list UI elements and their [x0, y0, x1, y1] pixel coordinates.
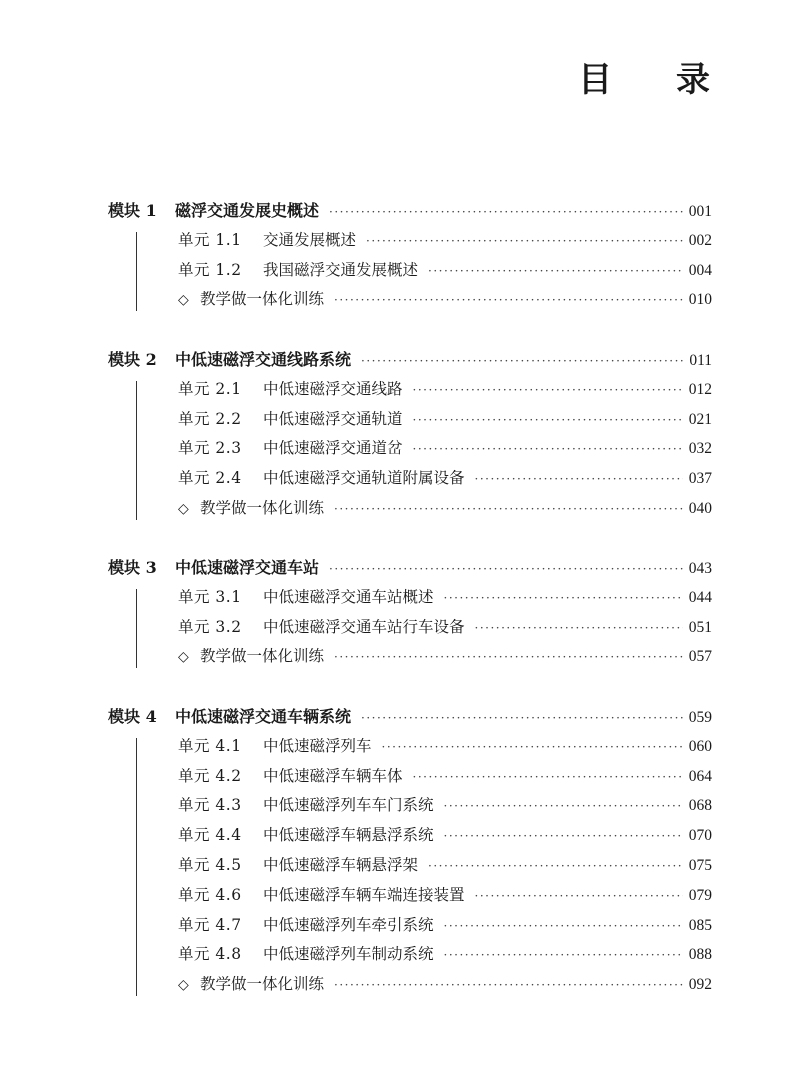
- leader-dots: [444, 822, 683, 852]
- unit-list: [136, 375, 712, 524]
- unit-title: 我国磁浮交通发展概述: [263, 260, 419, 279]
- unit-number: 单元 4.4: [178, 826, 242, 845]
- unit-row[interactable]: [136, 583, 712, 613]
- unit-row[interactable]: [136, 434, 712, 464]
- diamond-icon: ◇: [178, 500, 189, 517]
- unit-title: 中低速磁浮车辆车体: [263, 766, 403, 785]
- diamond-icon: ◇: [178, 649, 189, 666]
- leader-dots: [444, 584, 683, 614]
- practice-title: 教学做一体化训练: [200, 975, 325, 994]
- page-number: 037: [688, 470, 712, 488]
- leader-dots: [382, 733, 683, 763]
- unit-list: [136, 226, 712, 315]
- unit-row[interactable]: [136, 613, 712, 643]
- page-number: 044: [688, 588, 712, 606]
- leader-dots: [334, 643, 683, 673]
- practice-title: 教学做一体化训练: [200, 290, 325, 309]
- module-number: 模块 2: [108, 350, 157, 369]
- module-title: 中低速磁浮交通车站: [175, 558, 320, 577]
- module-number: 模块 1: [108, 201, 157, 220]
- unit-title: 中低速磁浮交通轨道: [263, 409, 403, 428]
- module-row[interactable]: [108, 196, 712, 226]
- leader-dots: [428, 257, 683, 287]
- page-number: 064: [688, 767, 712, 785]
- module-number: 模块 4: [108, 707, 157, 726]
- page-number: 092: [688, 976, 712, 994]
- unit-title: 中低速磁浮列车车门系统: [263, 796, 434, 815]
- unit-row[interactable]: [136, 851, 712, 881]
- leader-dots: [413, 406, 683, 436]
- page-number: 085: [688, 916, 712, 934]
- leader-dots: [413, 376, 683, 406]
- toc-title: 目 录: [578, 60, 736, 100]
- unit-list: [136, 583, 712, 672]
- practice-title: 教学做一体化训练: [200, 647, 325, 666]
- leader-dots: [334, 971, 683, 1001]
- unit-row[interactable]: [136, 940, 712, 970]
- leader-dots: [444, 792, 683, 822]
- unit-number: 单元 4.3: [178, 796, 242, 815]
- diamond-icon: ◇: [178, 292, 189, 309]
- unit-number: 单元 4.8: [178, 945, 242, 964]
- unit-title: 中低速磁浮列车: [263, 736, 372, 755]
- unit-number: 单元 2.4: [178, 469, 242, 488]
- unit-row[interactable]: [136, 256, 712, 286]
- page-number: 088: [688, 946, 712, 964]
- page-number: 010: [688, 291, 712, 309]
- unit-number: 单元 2.3: [178, 439, 242, 458]
- leader-dots: [329, 198, 683, 228]
- page-number: 043: [688, 560, 712, 577]
- unit-title: 中低速磁浮交通轨道附属设备: [263, 469, 465, 488]
- page-number: 068: [688, 797, 712, 815]
- leader-dots: [361, 347, 683, 377]
- module-title: 中低速磁浮交通线路系统: [175, 350, 352, 369]
- unit-title: 中低速磁浮交通车站概述: [263, 587, 434, 606]
- practice-row[interactable]: [136, 642, 712, 672]
- unit-row[interactable]: [136, 791, 712, 821]
- page-number: 040: [688, 499, 712, 517]
- page-number: 059: [688, 709, 712, 726]
- toc-module-1: [108, 196, 712, 315]
- unit-title: 中低速磁浮列车牵引系统: [263, 915, 434, 934]
- unit-title: 交通发展概述: [263, 230, 357, 249]
- page-number: 070: [688, 827, 712, 845]
- module-row[interactable]: [108, 702, 712, 732]
- unit-number: 单元 4.2: [178, 766, 242, 785]
- leader-dots: [444, 912, 683, 942]
- module-row[interactable]: [108, 345, 712, 375]
- page-number: 012: [688, 380, 712, 398]
- leader-dots: [334, 286, 683, 316]
- unit-number: 单元 2.1: [178, 379, 242, 398]
- page-number: 032: [688, 440, 712, 458]
- unit-title: 中低速磁浮车辆车端连接装置: [263, 885, 465, 904]
- unit-row[interactable]: [136, 911, 712, 941]
- leader-dots: [444, 941, 683, 971]
- page-number: 051: [688, 618, 712, 636]
- page-number: 079: [688, 886, 712, 904]
- leader-dots: [475, 614, 683, 644]
- unit-number: 单元 3.1: [178, 587, 242, 606]
- leader-dots: [361, 704, 683, 734]
- page-number: 060: [688, 737, 712, 755]
- unit-row[interactable]: [136, 732, 712, 762]
- unit-title: 中低速磁浮交通道岔: [263, 439, 403, 458]
- toc-module-3: [108, 553, 712, 672]
- leader-dots: [413, 763, 683, 793]
- leader-dots: [413, 435, 683, 465]
- page-number: 075: [688, 856, 712, 874]
- unit-row[interactable]: [136, 821, 712, 851]
- unit-row[interactable]: [136, 375, 712, 405]
- unit-row[interactable]: [136, 405, 712, 435]
- unit-number: 单元 4.1: [178, 736, 242, 755]
- leader-dots: [329, 555, 683, 585]
- unit-title: 中低速磁浮交通线路: [263, 379, 403, 398]
- unit-title: 中低速磁浮列车制动系统: [263, 945, 434, 964]
- unit-title: 中低速磁浮车辆悬浮系统: [263, 826, 434, 845]
- unit-number: 单元 4.6: [178, 885, 242, 904]
- toc-module-2: [108, 345, 712, 524]
- page-number: 001: [688, 203, 712, 220]
- unit-row[interactable]: [136, 881, 712, 911]
- unit-number: 单元 3.2: [178, 617, 242, 636]
- practice-row[interactable]: [136, 285, 712, 315]
- page-number: 011: [689, 352, 712, 369]
- page-number: 021: [688, 410, 712, 428]
- unit-list: [136, 732, 712, 1000]
- practice-title: 教学做一体化训练: [200, 498, 325, 517]
- diamond-icon: ◇: [178, 977, 189, 994]
- module-row[interactable]: [108, 553, 712, 583]
- page-number: 002: [688, 231, 712, 249]
- module-title: 中低速磁浮交通车辆系统: [175, 707, 352, 726]
- unit-row[interactable]: [136, 762, 712, 792]
- module-number: 模块 3: [108, 558, 157, 577]
- unit-row[interactable]: [136, 464, 712, 494]
- unit-number: 单元 1.1: [178, 230, 242, 249]
- module-title: 磁浮交通发展史概述: [175, 201, 320, 220]
- page-number: 004: [688, 261, 712, 279]
- unit-number: 单元 1.2: [178, 260, 242, 279]
- practice-row[interactable]: [136, 970, 712, 1000]
- unit-number: 单元 4.5: [178, 855, 242, 874]
- leader-dots: [334, 495, 683, 525]
- unit-title: 中低速磁浮车辆悬浮架: [263, 855, 419, 874]
- unit-title: 中低速磁浮交通车站行车设备: [263, 617, 465, 636]
- practice-row[interactable]: [136, 494, 712, 524]
- toc-module-4: [108, 702, 712, 1000]
- leader-dots: [475, 465, 683, 495]
- leader-dots: [475, 882, 683, 912]
- unit-row[interactable]: [136, 226, 712, 256]
- page-number: 057: [688, 648, 712, 666]
- leader-dots: [428, 852, 683, 882]
- unit-number: 单元 4.7: [178, 915, 242, 934]
- leader-dots: [366, 227, 683, 257]
- unit-number: 单元 2.2: [178, 409, 242, 428]
